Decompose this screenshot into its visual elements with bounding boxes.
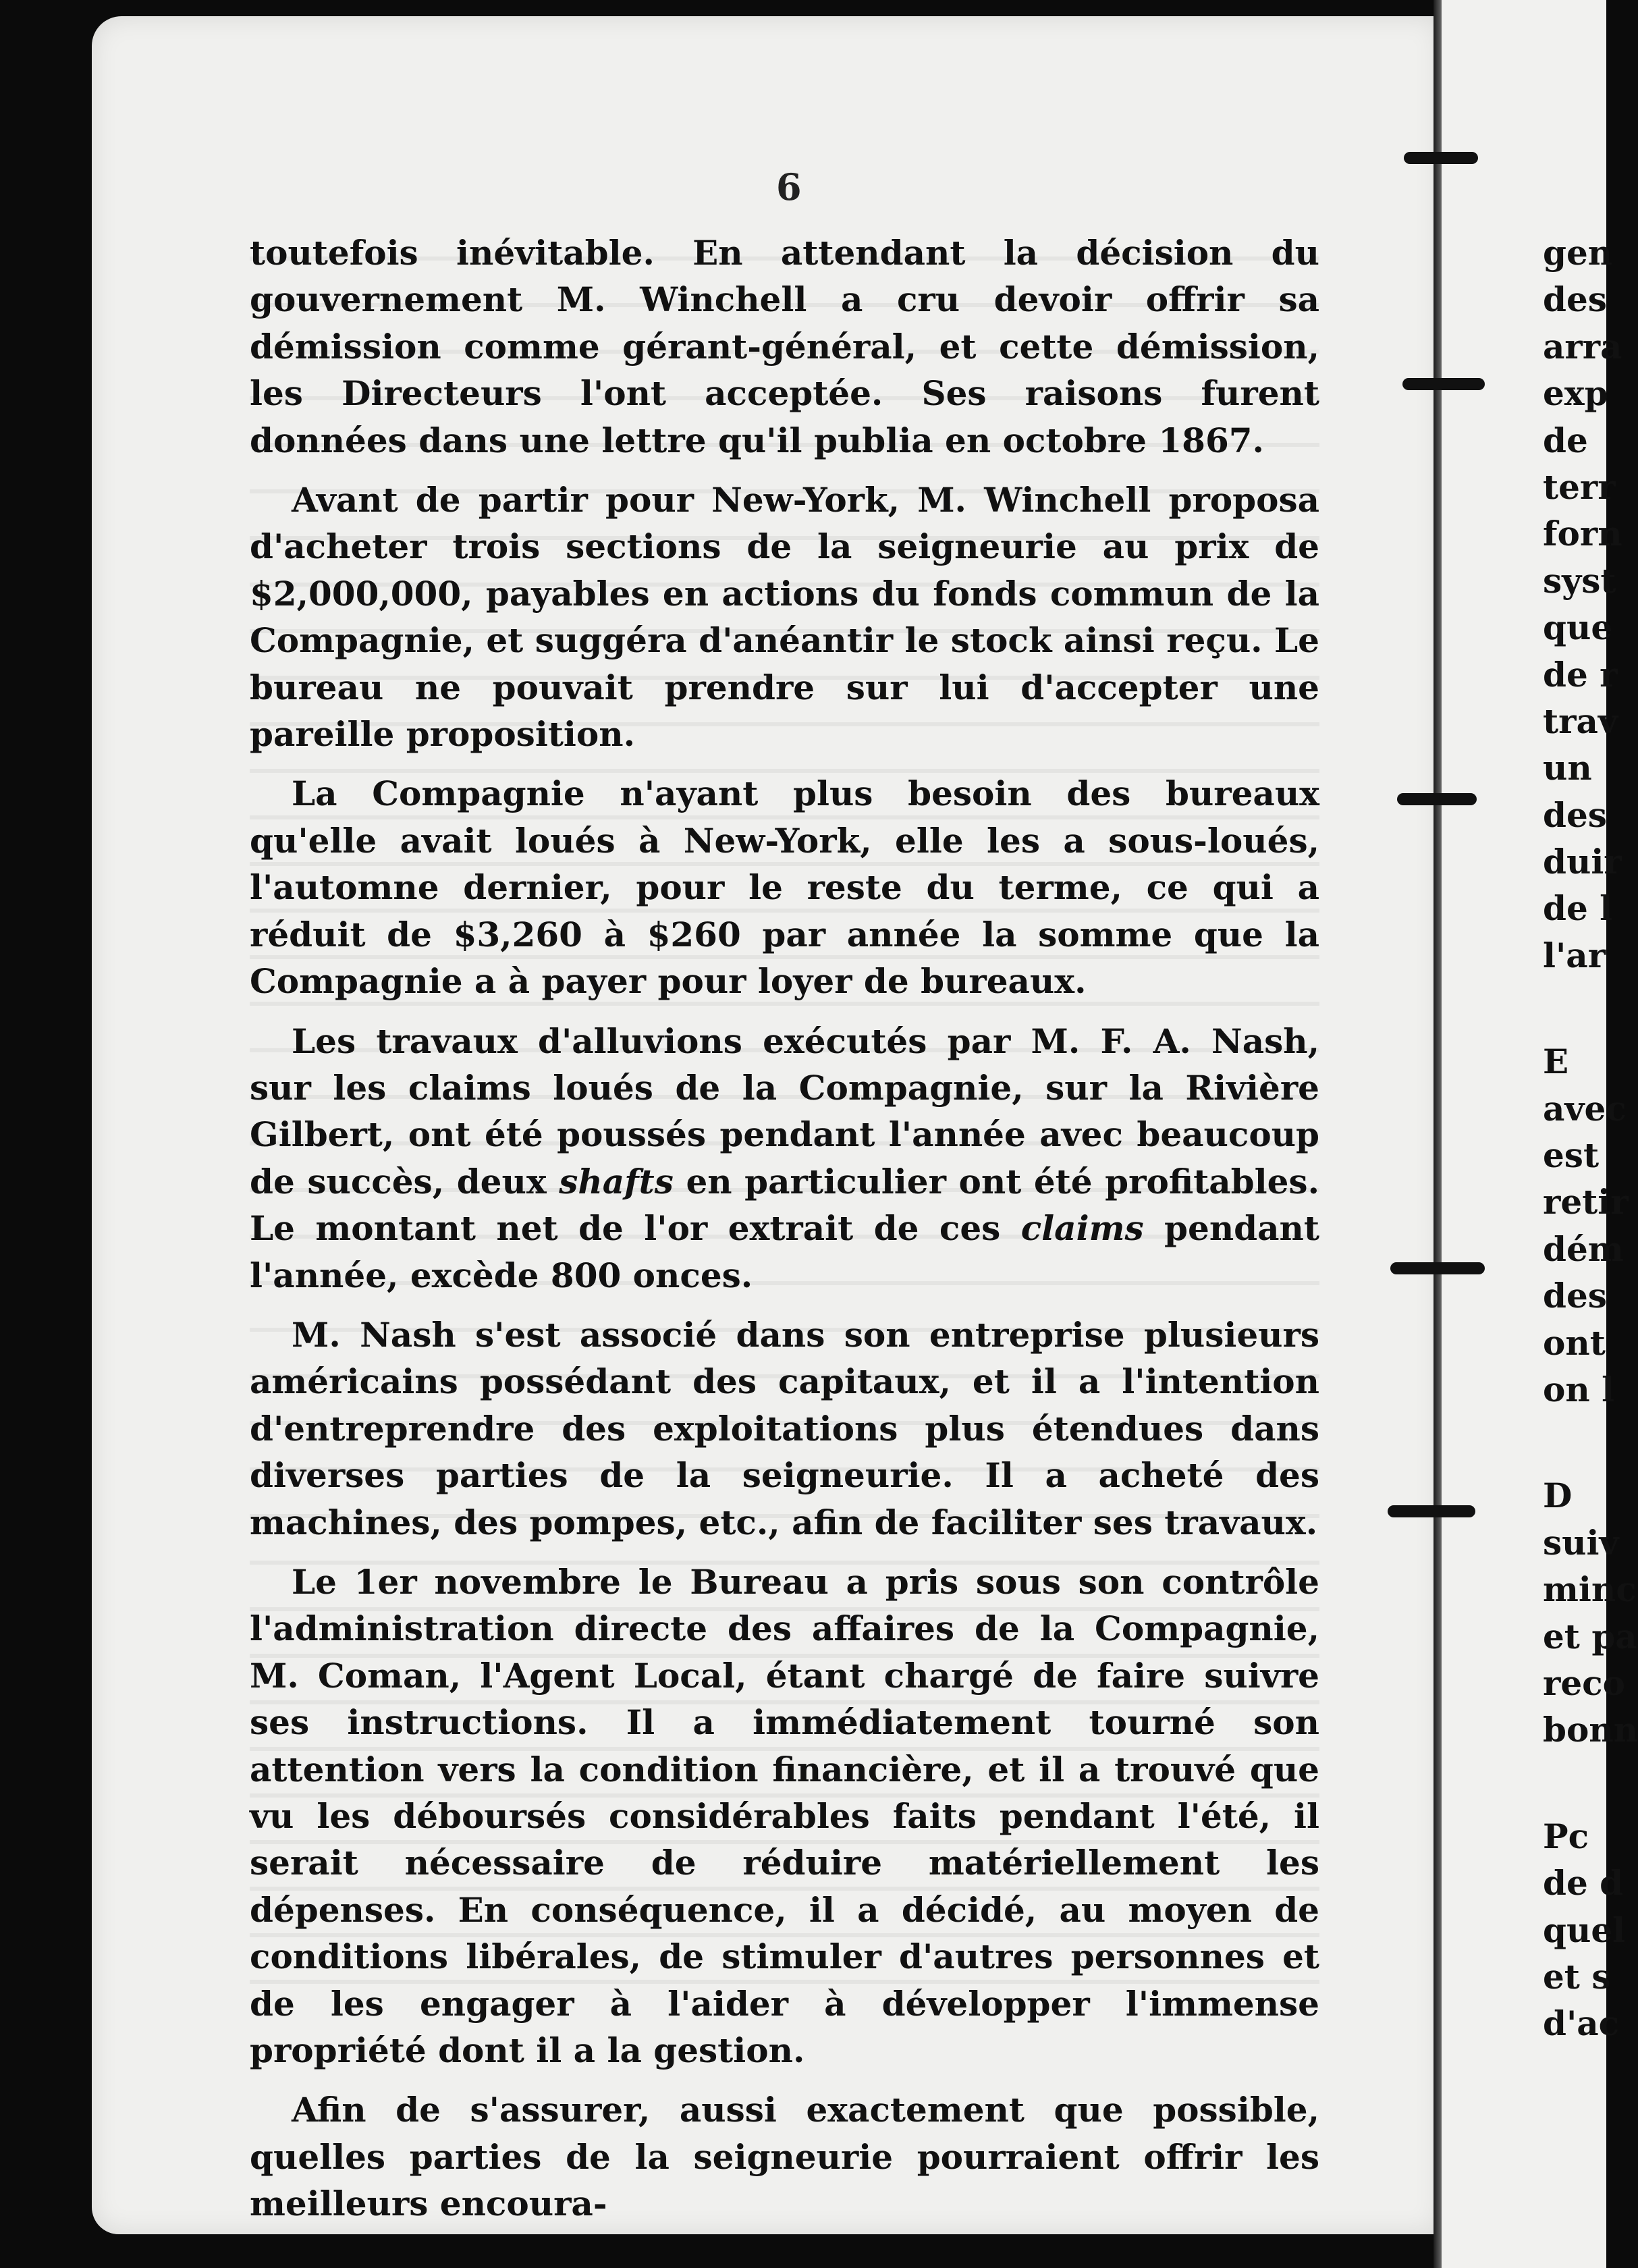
paragraph — [250, 1018, 1319, 1299]
paragraph — [250, 1312, 1319, 1546]
paragraph-text: Avant de partir pour New-York, M. Winchell proposa d'acheter trois sections de la seigneurie au prix de $2,000,000, payables en actions du fonds commun de la Compagnie, et suggéra d'anéantir le stock ainsi reçu. Le bureau ne pouvait prendre sur lui d'accepter une pareille proposition. — [250, 480, 1319, 755]
paragraph — [250, 770, 1319, 1004]
right-page-fragment: de — [1543, 420, 1588, 460]
right-page-fragment: retir — [1543, 1182, 1629, 1222]
right-page-fragment: exp — [1543, 373, 1608, 414]
right-page-fragment: on l — [1543, 1369, 1615, 1409]
right-page-fragment: terr — [1543, 466, 1616, 507]
right-page-fragment — [1543, 1754, 1606, 1813]
right-page-fragment: de d — [1543, 1863, 1624, 1904]
right-page-fragment: des — [1543, 1276, 1607, 1316]
right-page-fragment: syst — [1543, 560, 1616, 601]
paragraph-text: La Compagnie n'ayant plus besoin des bureaux qu'elle avait loués à New-York, elle les a sous-loués, l'automne dernier, pour le reste du terme, ce qui a réduit de $3,260 à $260 par année la somme que la Compagnie a à payer pour loyer de bureaux. — [250, 774, 1319, 1002]
right-page-fragment: avec — [1543, 1088, 1627, 1129]
right-page-fragment: ont — [1543, 1322, 1606, 1363]
right-page-fragment: minc — [1543, 1569, 1637, 1610]
binding-stitch — [1397, 793, 1477, 805]
body-text — [250, 230, 1319, 2228]
right-page-fragment: dém — [1543, 1228, 1624, 1269]
right-page-fragment: quel — [1543, 1910, 1626, 1950]
right-page-fragment: d'ac — [1543, 2003, 1620, 2044]
right-page-fragment: et s — [1543, 1956, 1611, 1997]
right-page-fragment: duir — [1543, 842, 1622, 882]
paragraph-text: en particulier ont été profitables. Le montant net de l'or extrait de ces — [250, 1161, 1319, 1249]
binding-stitch — [1388, 1505, 1475, 1517]
right-page-fragment: et pa — [1543, 1616, 1637, 1656]
right-page-fragment: E — [1543, 1042, 1569, 1082]
paragraph — [250, 230, 1319, 464]
right-page-fragment: de l — [1543, 888, 1613, 929]
paragraph — [250, 2086, 1319, 2227]
right-page-fragment: bonn — [1543, 1710, 1638, 1750]
right-page-fragment: trav — [1543, 701, 1618, 741]
right-page-fragment: un — [1543, 748, 1592, 788]
binding-stitch — [1402, 378, 1485, 390]
italic-term: shafts — [559, 1161, 674, 1202]
right-page-fragment: forn — [1543, 514, 1622, 554]
right-page-fragment: arra — [1543, 326, 1622, 367]
italic-term: claims — [1020, 1208, 1144, 1249]
right-page-fragment: des — [1543, 279, 1607, 320]
right-page-fragment: reco — [1543, 1663, 1625, 1703]
right-page-fragment — [1543, 979, 1606, 1038]
right-page-fragment: l'ar — [1543, 935, 1606, 975]
right-page-fragment: de r — [1543, 654, 1618, 695]
right-page-text-fragments — [1543, 230, 1638, 2047]
paragraph-text: Le 1er novembre le Bureau a pris sous son contrôle l'administration directe des affaires de la Compagnie, M. Coman, l'Agent Local, étant chargé de faire suivre ses instructions. Il a immédiatement tourné son attention vers la condition financière, et il a trouvé que vu les déboursés considérables faits pendant l'été, il serait nécessaire de réduire matériellement les dépenses. En conséquence, il a décidé, au moyen de conditions libérales, de stimuler d'autres personnes et de les engager à l'aider à développer l'immense propriété dont il a la gestion. — [250, 1561, 1319, 2071]
binding-stitch — [1404, 152, 1478, 164]
paragraph-text: Les travaux d'alluvions exécutés par M. F. A. Nash, sur les claims loués de la Compagnie, sur la Rivière Gilbert, ont été poussés pendant l'année avec beaucoup de succès, deux — [250, 1021, 1319, 1202]
right-page-fragment — [1543, 1413, 1606, 1472]
right-page-fragment: suiv — [1543, 1522, 1619, 1563]
right-page-fragment: Pc — [1543, 1816, 1589, 1856]
page-number: 6 — [776, 165, 802, 209]
paragraph — [250, 1559, 1319, 2074]
right-page-fragment: est — [1543, 1135, 1600, 1176]
right-page-fragment: gen — [1543, 233, 1613, 273]
paragraph — [250, 477, 1319, 757]
paragraph-text: toutefois inévitable. En attendant la décision du gouvernement M. Winchell a cru devoir offrir sa démission comme gérant-général, et cette démission, les Directeurs l'ont acceptée. Ses raisons furent données dans une lettre qu'il publia en octobre 1867. — [250, 233, 1319, 460]
right-page-fragment: D — [1543, 1476, 1573, 1516]
binding-stitch — [1390, 1262, 1485, 1274]
right-page-fragment: des — [1543, 794, 1607, 835]
paragraph-text: pendant l'année, excède 800 onces. — [250, 1208, 1319, 1295]
right-page-fragment: que — [1543, 608, 1613, 648]
paragraph-text: Afin de s'assurer, aussi exactement que possible, quelles parties de la seigneurie pourraient offrir les meilleurs encoura- — [250, 2090, 1319, 2224]
paragraph-text: M. Nash s'est associé dans son entreprise plusieurs américains possédant des capitaux, et il a l'intention d'entreprendre des exploitations plus étendues dans diverses parties de la seigneurie. Il a acheté des machines, des pompes, etc., afin de faciliter ses travaux. — [250, 1314, 1319, 1542]
